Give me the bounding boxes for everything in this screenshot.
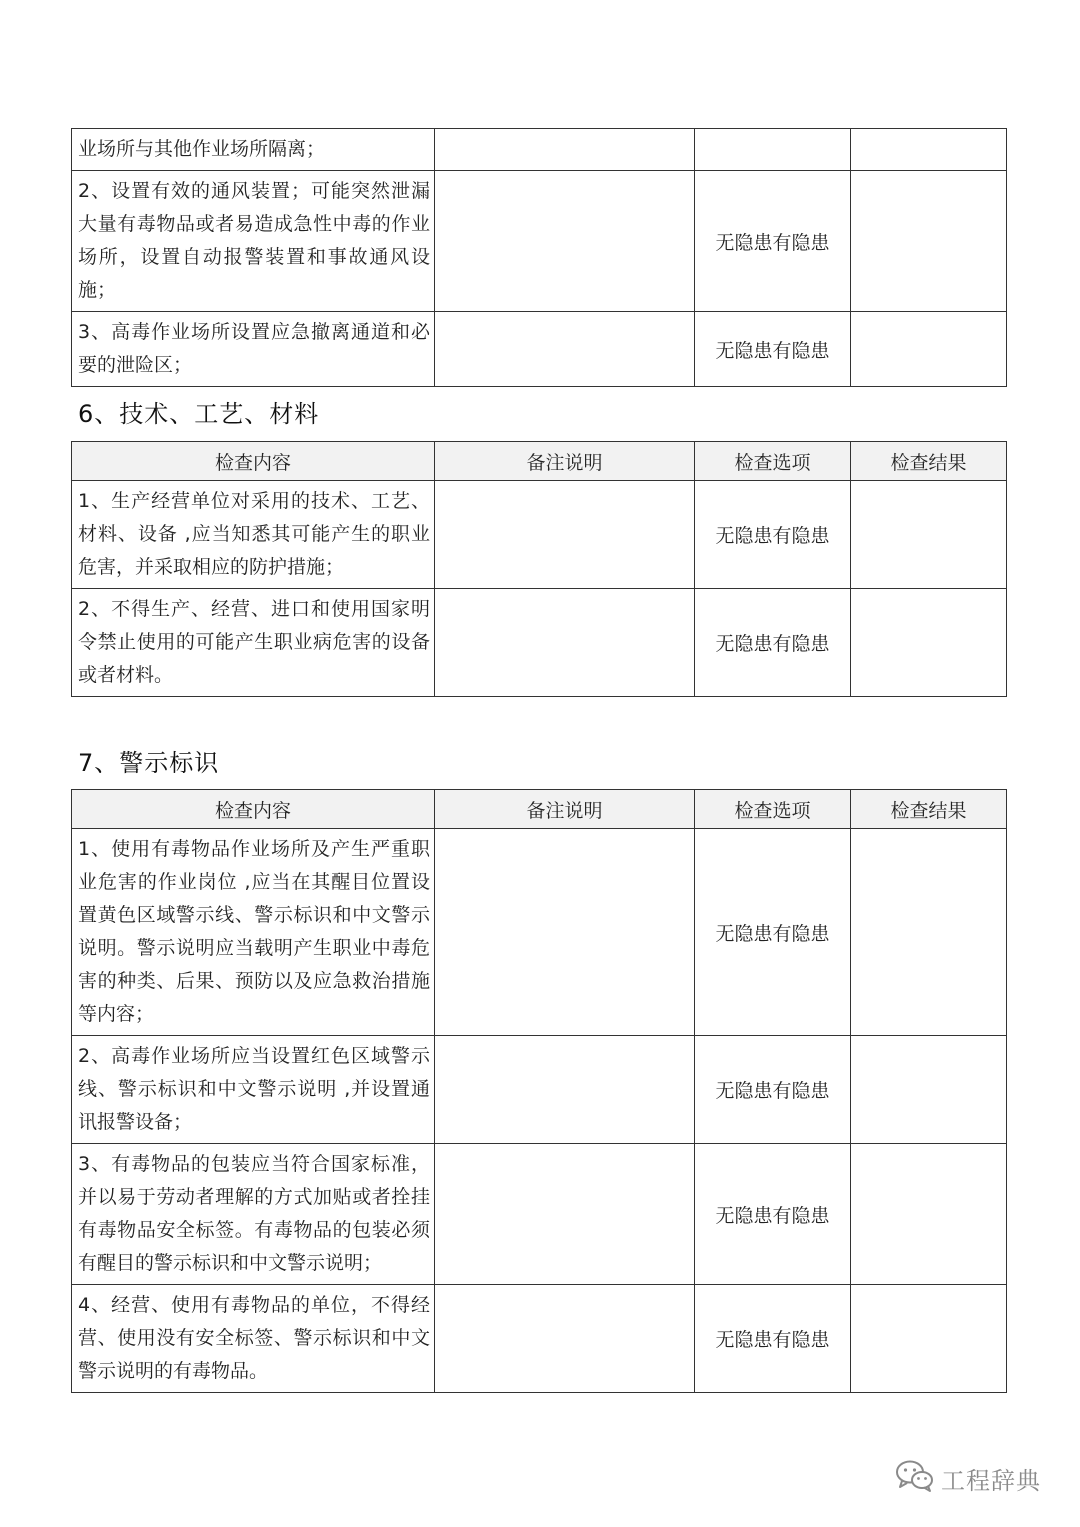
section-title: 7、警示标识 (78, 749, 220, 777)
watermark (895, 1458, 1041, 1498)
table-row (72, 829, 1007, 1036)
result-cell[interactable] (851, 1285, 1007, 1393)
header-option: 检查选项 (695, 442, 851, 481)
section-title: 6、技术、工艺、材料 (78, 400, 320, 428)
check-content: 4、经营、使用有毒物品的单位，不得经营、使用没有安全标签、警示标识和中文警示说明的有毒物品。 (72, 1285, 435, 1393)
remark-cell[interactable] (435, 589, 695, 697)
check-content: 2、不得生产、经营、进口和使用国家明令禁止使用的可能产生职业病危害的设备或者材料。 (72, 589, 435, 697)
table-row (72, 589, 1007, 697)
table-row (72, 1144, 1007, 1285)
result-cell[interactable] (851, 1144, 1007, 1285)
table-row (72, 171, 1007, 312)
remark-cell[interactable] (435, 312, 695, 387)
check-content: 3、高毒作业场所设置应急撤离通道和必要的泄险区； (72, 312, 435, 387)
check-option[interactable]: 无隐患有隐患 (695, 829, 851, 1036)
continued-check-table (71, 128, 1007, 387)
remark-cell[interactable] (435, 829, 695, 1036)
remark-cell[interactable] (435, 1144, 695, 1285)
section7-check-table (71, 789, 1007, 1393)
check-option[interactable]: 无隐患有隐患 (695, 481, 851, 589)
check-option[interactable]: 无隐患有隐患 (695, 1144, 851, 1285)
result-cell[interactable] (851, 481, 1007, 589)
table-row (72, 129, 1007, 171)
table-row (72, 481, 1007, 589)
table-header-row (72, 442, 1007, 481)
check-content: 1、使用有毒物品作业场所及产生严重职业危害的作业岗位 ,应当在其醒目位置设置黄色区域警示线、警示标识和中文警示说明。警示说明应当载明产生职业中毒危害的种类、后果、预防以及应急救治措施等内容； (72, 829, 435, 1036)
result-cell[interactable] (851, 312, 1007, 387)
check-content: 1、生产经营单位对采用的技术、工艺、材料、设备 ,应当知悉其可能产生的职业危害，并采取相应的防护措施； (72, 481, 435, 589)
table-row (72, 1285, 1007, 1393)
check-option[interactable]: 无隐患有隐患 (695, 1036, 851, 1144)
remark-cell[interactable] (435, 1036, 695, 1144)
remark-cell[interactable] (435, 1285, 695, 1393)
header-remark: 备注说明 (435, 790, 695, 829)
wechat-icon (895, 1459, 935, 1497)
check-option[interactable]: 无隐患有隐患 (695, 589, 851, 697)
result-cell[interactable] (851, 1036, 1007, 1144)
table-row (72, 312, 1007, 387)
check-option[interactable]: 无隐患有隐患 (695, 1285, 851, 1393)
watermark-text: 工程辞典 (941, 1466, 1041, 1495)
result-cell[interactable] (851, 129, 1007, 171)
check-option[interactable]: 无隐患有隐患 (695, 312, 851, 387)
table-row (72, 1036, 1007, 1144)
result-cell[interactable] (851, 829, 1007, 1036)
check-content: 2、高毒作业场所应当设置红色区域警示线、警示标识和中文警示说明 ,并设置通讯报警设备； (72, 1036, 435, 1144)
header-result: 检查结果 (851, 442, 1007, 481)
table-header-row (72, 790, 1007, 829)
header-remark: 备注说明 (435, 442, 695, 481)
remark-cell[interactable] (435, 171, 695, 312)
header-content: 检查内容 (72, 790, 435, 829)
check-option[interactable]: 无隐患有隐患 (695, 171, 851, 312)
check-content: 2、设置有效的通风装置；可能突然泄漏大量有毒物品或者易造成急性中毒的作业场所，设置自动报警装置和事故通风设施； (72, 171, 435, 312)
check-content: 3、有毒物品的包装应当符合国家标准，并以易于劳动者理解的方式加贴或者拴挂有毒物品安全标签。有毒物品的包装必须有醒目的警示标识和中文警示说明； (72, 1144, 435, 1285)
section6-check-table (71, 441, 1007, 697)
result-cell[interactable] (851, 171, 1007, 312)
check-content: 业场所与其他作业场所隔离； (72, 129, 435, 171)
result-cell[interactable] (851, 589, 1007, 697)
header-option: 检查选项 (695, 790, 851, 829)
remark-cell[interactable] (435, 129, 695, 171)
remark-cell[interactable] (435, 481, 695, 589)
header-content: 检查内容 (72, 442, 435, 481)
header-result: 检查结果 (851, 790, 1007, 829)
check-option[interactable] (695, 129, 851, 171)
